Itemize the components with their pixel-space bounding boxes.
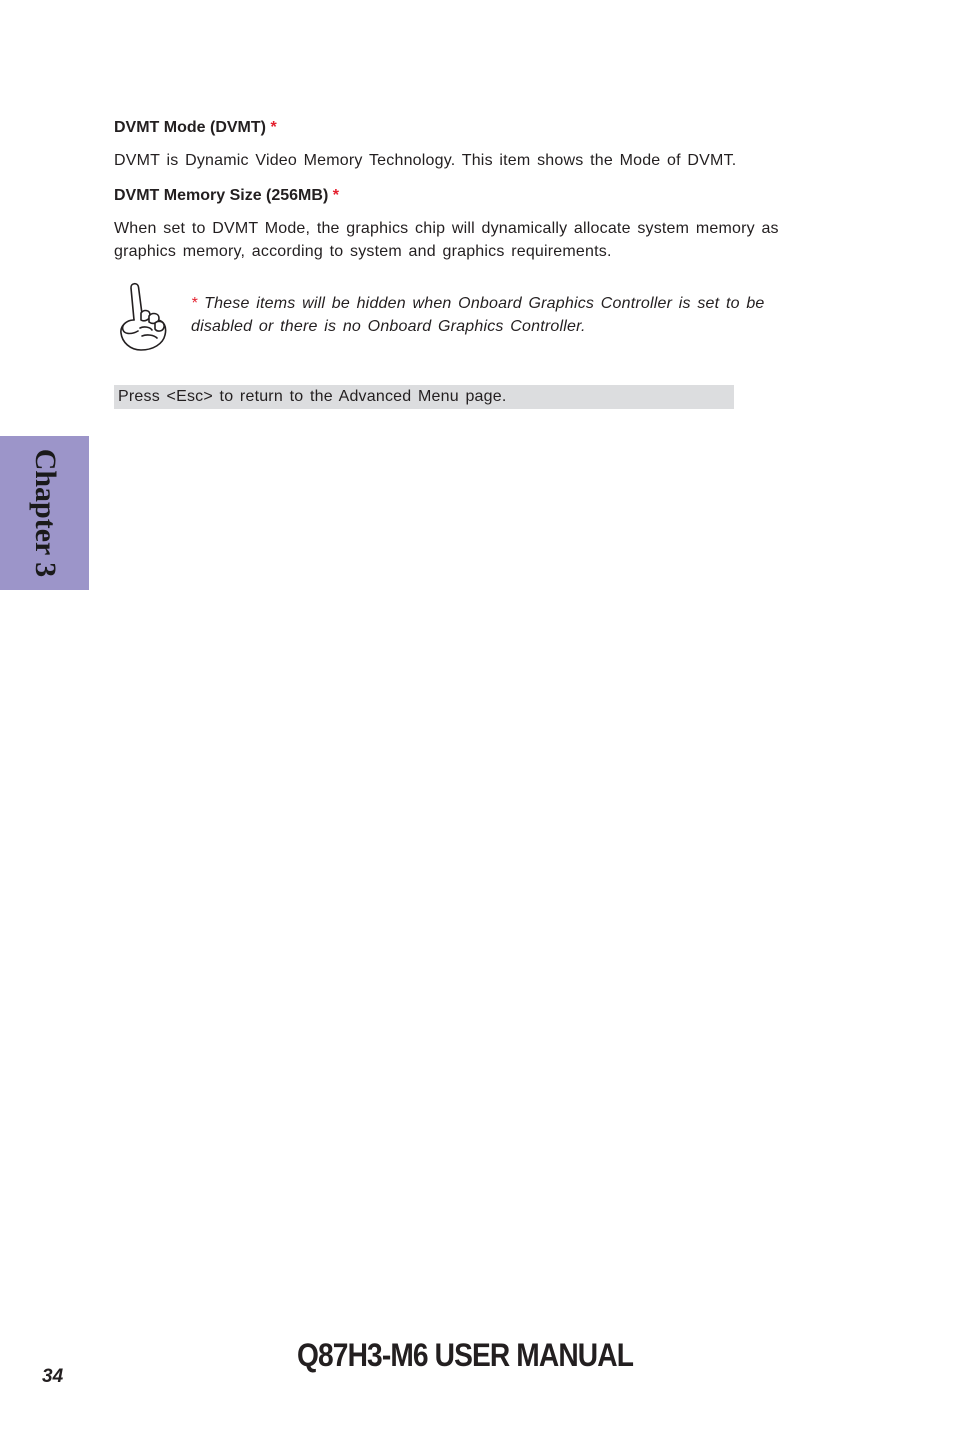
pointing-hand-icon — [114, 280, 172, 354]
dvmt-mode-heading — [114, 119, 277, 137]
note-text: These items will be hidden when Onboard Graphics Controller is set to be disabled or there is no Onboard Graphics Controller. — [191, 295, 765, 335]
page-number: 34 — [42, 1366, 64, 1387]
dvmt-mode-description: DVMT is Dynamic Video Memory Technology. This item shows the Mode of DVMT. — [114, 152, 737, 169]
dvmt-memory-size-heading — [114, 187, 339, 205]
esc-notice-text: Press <Esc> to return to the Advanced Menu page. — [118, 388, 507, 405]
dvmt-memory-size-asterisk: * — [332, 187, 339, 204]
dvmt-mode-asterisk: * — [270, 119, 277, 136]
manual-title: Q87H3-M6 USER MANUAL — [297, 1337, 634, 1373]
dvmt-memory-size-title: DVMT Memory Size (256MB) — [114, 187, 329, 204]
hidden-items-note — [191, 292, 781, 338]
esc-notice-bar — [114, 385, 734, 409]
dvmt-mode-title: DVMT Mode (DVMT) — [114, 119, 266, 136]
note-asterisk: * — [191, 295, 198, 312]
chapter-tab — [0, 436, 89, 590]
chapter-label: Chapter 3 — [28, 448, 62, 578]
dvmt-memory-size-description: When set to DVMT Mode, the graphics chip will dynamically allocate system memory as graphics memory, according to system and graphics requirements. — [114, 220, 779, 260]
